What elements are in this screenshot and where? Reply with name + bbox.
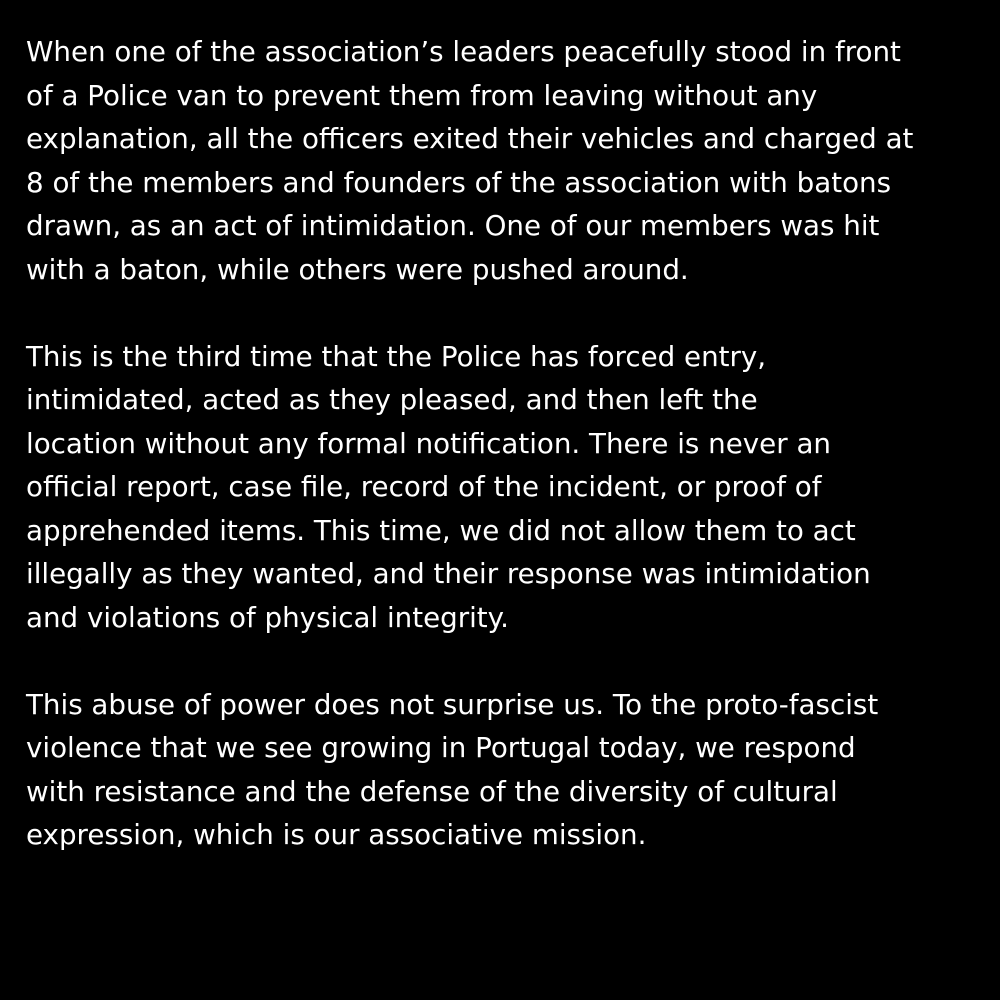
text-line: violence that we see growing in Portugal today, we respond <box>26 731 856 764</box>
text-line: 8 of the members and founders of the association with batons <box>26 165 892 199</box>
text-line: This abuse of power does not surprise us. To the proto-fascist <box>26 687 879 721</box>
text-line: explanation, all the officers exited their vehicles and charged at <box>26 122 914 155</box>
paragraph-third-time <box>26 335 996 640</box>
text-line: location without any formal notification. There is never an <box>26 426 831 460</box>
text-line: intimidated, acted as they pleased, and then left the <box>26 383 758 416</box>
text-line: with resistance and the defense of the diversity of cultural <box>26 774 838 808</box>
text-line: This is the third time that the Police has forced entry, <box>26 339 767 373</box>
text-line: expression, which is our associative mission. <box>26 818 647 851</box>
text-line: and violations of physical integrity. <box>26 600 509 634</box>
text-line: apprehended items. This time, we did not allow them to act <box>26 513 856 547</box>
paragraph-abuse-of-power <box>26 683 996 857</box>
text-line: official report, case file, record of the incident, or proof of <box>26 470 822 503</box>
statement-text <box>26 30 996 900</box>
text-line: illegally as they wanted, and their response was intimidation <box>26 557 871 590</box>
text-line: with a baton, while others were pushed around. <box>26 252 689 286</box>
text-line: of a Police van to prevent them from leaving without any <box>26 78 818 112</box>
text-line: When one of the association’s leaders peacefully stood in front <box>26 35 901 68</box>
paragraph-police-charge <box>26 30 996 291</box>
text-line: drawn, as an act of intimidation. One of our members was hit <box>26 209 880 242</box>
